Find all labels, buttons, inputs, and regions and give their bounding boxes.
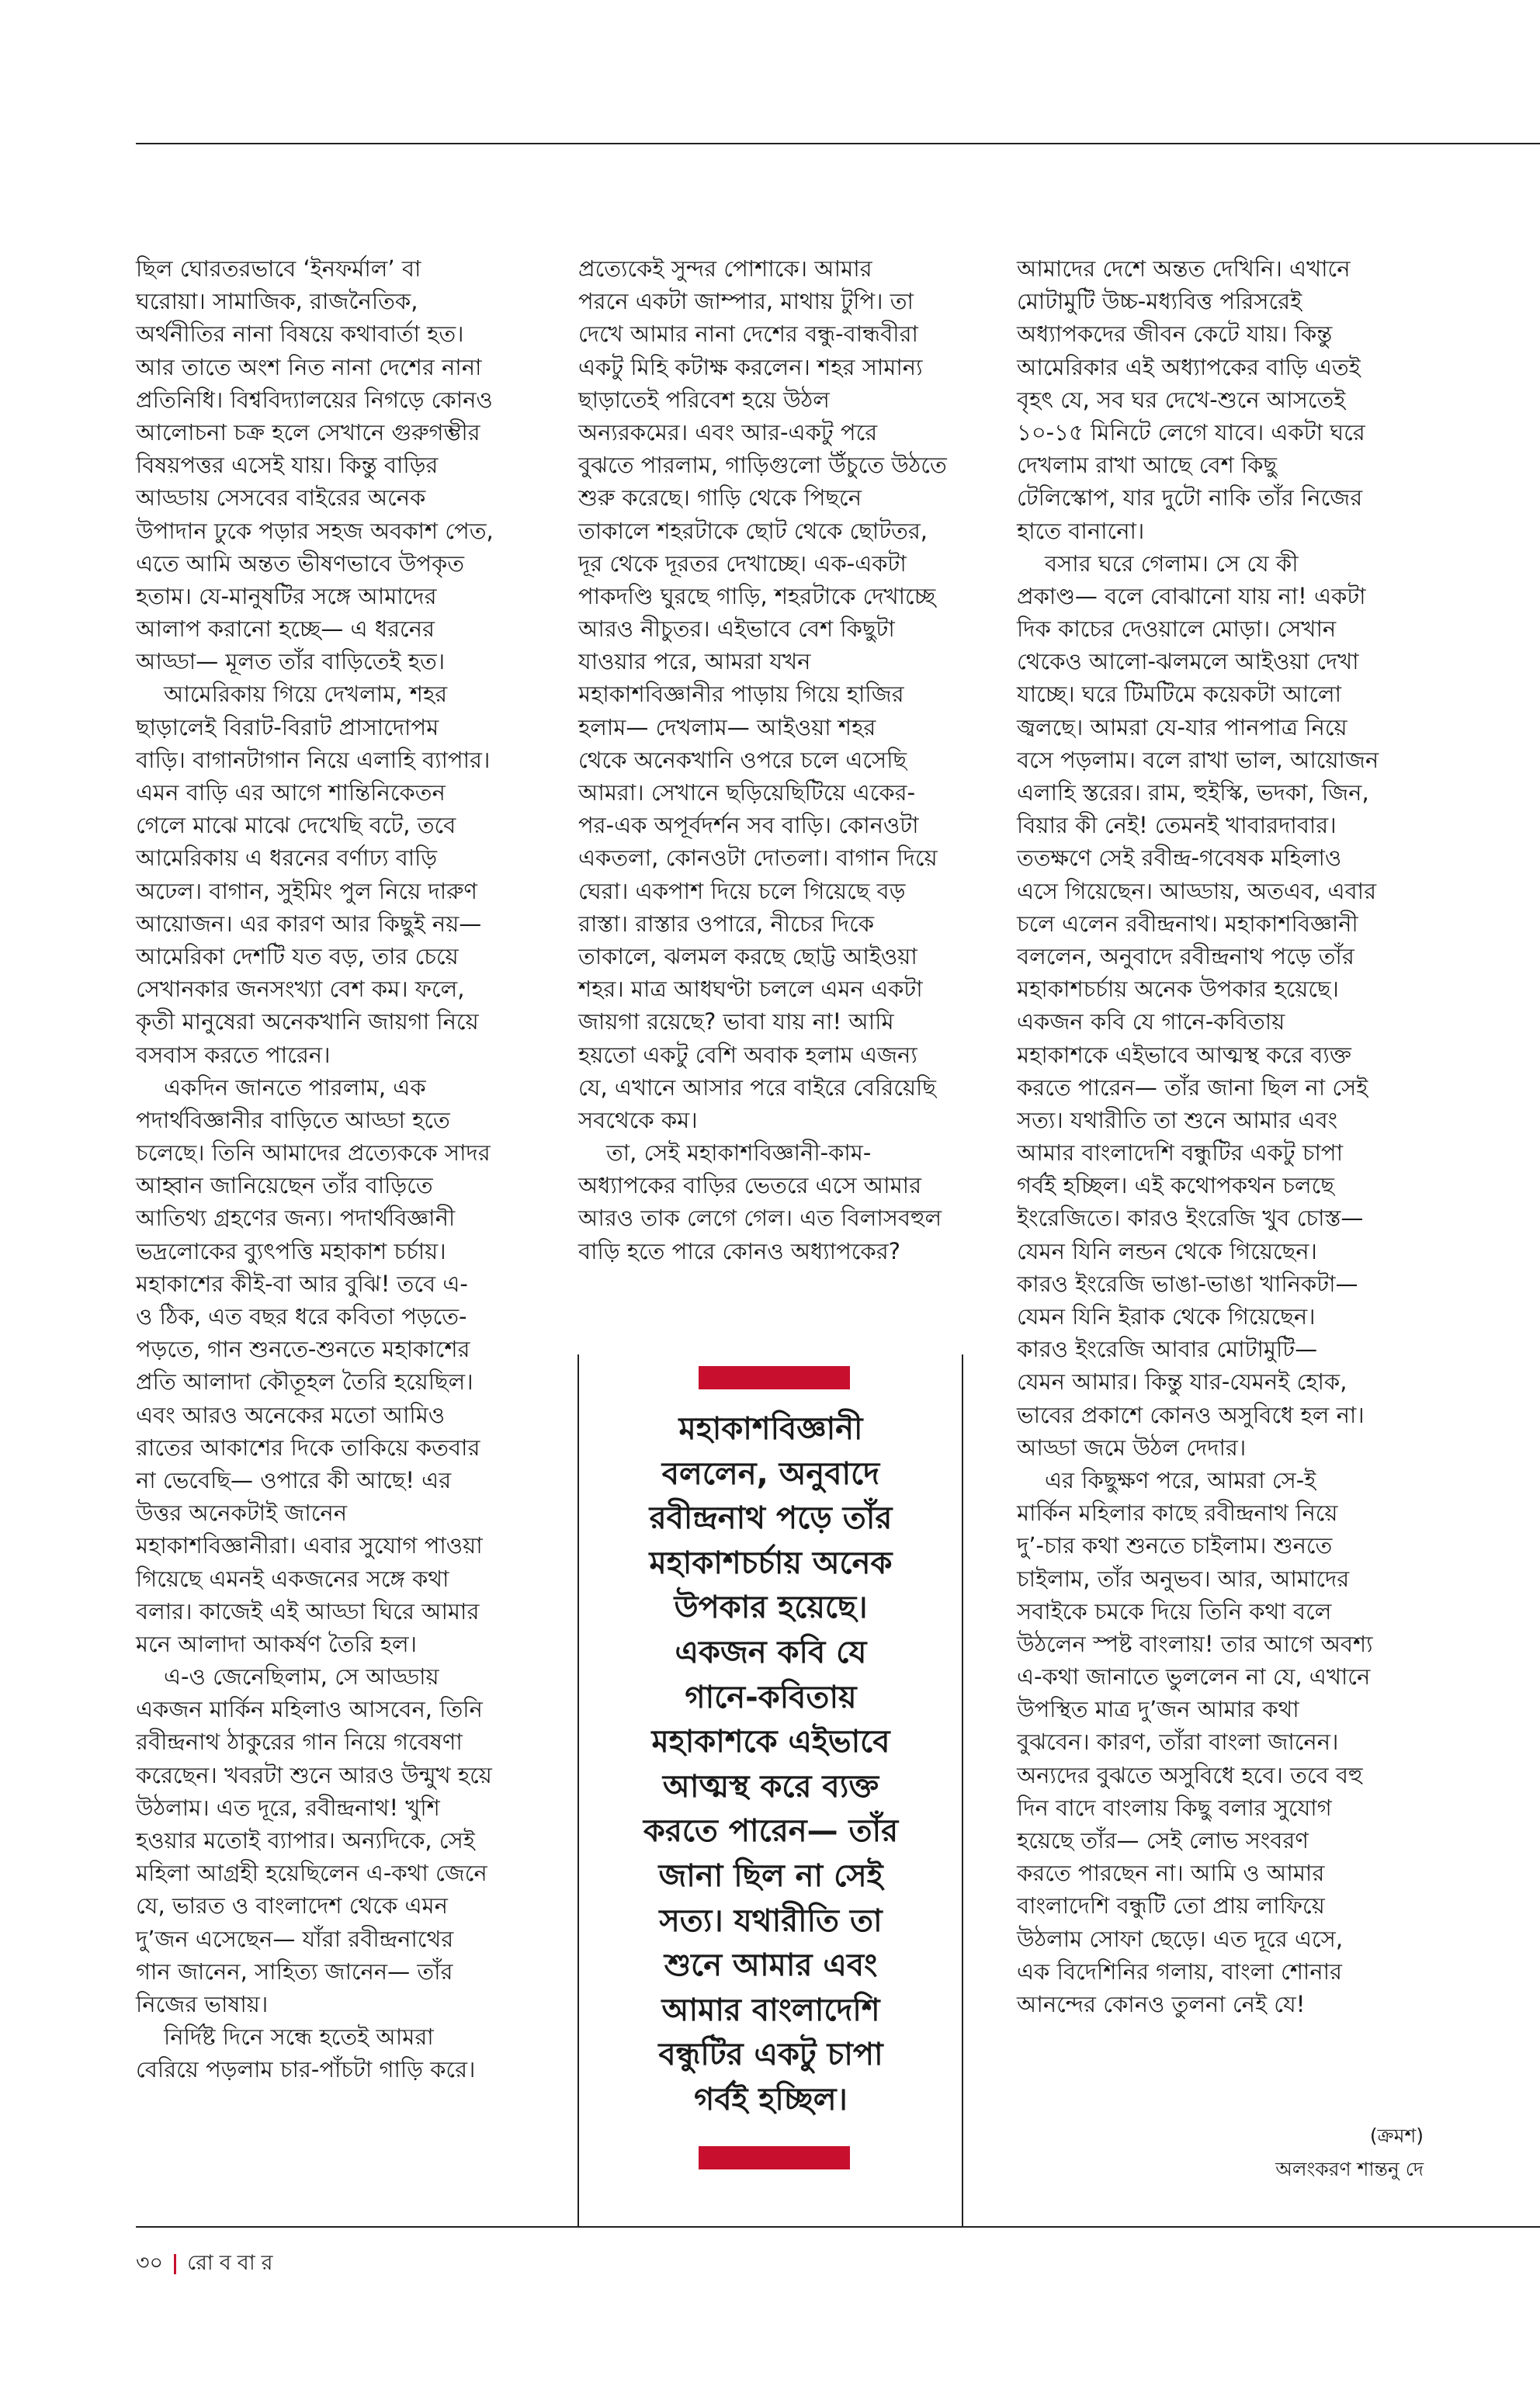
- text-line: করতে পারছেন না। আমি ও আমার: [1017, 1860, 1325, 1887]
- text-line: থেকে অনেকখানি ওপরে চলে এসেছি: [578, 746, 907, 773]
- text-line: দিক কাচের দেওয়ালে মোড়া। সেখান: [1017, 616, 1337, 643]
- text-line: বিষয়পত্তর এসেই যায়। কিন্তু বাড়ির: [136, 452, 439, 479]
- pull-quote: [581, 1354, 961, 2228]
- text-line: করতে পারেন— তাঁর জানা ছিল না সেই: [1017, 1073, 1368, 1101]
- text-line: আরও নীচুতর। এইভাবে বেশ কিছুটা: [578, 616, 895, 643]
- continued-label: (ক্রমশ): [1369, 2124, 1424, 2147]
- text-line: মনে আলাদা আকর্ষণ তৈরি হল।: [136, 1630, 418, 1657]
- text-line: এ-ও জেনেছিলাম, সে আড্ডায়: [164, 1663, 439, 1691]
- text-line: আমেরিকা দেশটি যত বড়, তার চেয়ে: [136, 942, 459, 969]
- pull-quote-line: মহাকাশকে এইভাবে: [651, 1724, 890, 1760]
- text-line: আমেরিকায় গিয়ে দেখলাম, শহর: [164, 681, 448, 708]
- text-line: পাকদণ্ডি ঘুরছে গাড়ি, শহরটাকে দেখাচ্ছে: [578, 582, 936, 609]
- text-line: উঠলাম সোফা ছেড়ে। এত দূরে এসে,: [1017, 1925, 1344, 1952]
- text-line: বললেন, অনুবাদে রবীন্দ্রনাথ পড়ে তাঁর: [1017, 942, 1354, 969]
- page-number: ৩০: [136, 2251, 164, 2275]
- text-line: আমেরিকায় এ ধরনের বর্ণাঢ্য বাড়ি: [136, 844, 438, 872]
- text-line: ভদ্রলোকের ব্যুৎপত্তি মহাকাশ চর্চায়।: [136, 1237, 446, 1264]
- text-line: না ভেবেছি— ওপারে কী আছে! এর: [136, 1466, 452, 1493]
- text-line: শুরু করেছে। গাড়ি থেকে পিছনে: [578, 484, 862, 512]
- text-line: মহাকাশকে এইভাবে আত্মস্থ করে ব্যক্ত: [1017, 1041, 1351, 1068]
- text-line: যেমন যিনি ইরাক থেকে গিয়েছেন।: [1017, 1303, 1316, 1330]
- magazine-name: রোববার: [187, 2251, 279, 2275]
- text-line: এবং আরও অনেকের মতো আমিও: [136, 1401, 446, 1428]
- text-line: হয়েছে তাঁর— সেই লোভ সংবরণ: [1017, 1827, 1309, 1854]
- text-line: চলেছে। তিনি আমাদের প্রত্যেককে সাদর: [136, 1139, 491, 1167]
- text-line: আতিথ্য গ্রহণের জন্য। পদার্থবিজ্ঞানী: [136, 1205, 456, 1232]
- text-line: কৃতী মানুষেরা অনেকখানি জায়গা নিয়ে: [136, 1008, 479, 1035]
- pull-quote-line: সত্য। যথারীতি তা: [659, 1902, 883, 1939]
- text-line: তাকালে, ঝলমল করছে ছোট্ট আইওয়া: [578, 942, 917, 969]
- text-line: একতলা, কোনওটা দোতলা। বাগান দিয়ে: [578, 844, 938, 872]
- text-line: সবাইকে চমকে দিয়ে তিনি কথা বলে: [1017, 1597, 1332, 1625]
- article-column-2: [578, 252, 966, 1268]
- text-line: গিয়েছে এমনই একজনের সঙ্গে কথা: [136, 1565, 449, 1592]
- page-footer: [136, 2247, 279, 2282]
- text-line: একদিন জানতে পারলাম, এক: [164, 1073, 426, 1101]
- illustration-credit: অলংকরণ শান্তনু দে: [1275, 2158, 1424, 2180]
- text-line: মার্কিন মহিলার কাছে রবীন্দ্রনাথ নিয়ে: [1017, 1500, 1338, 1527]
- text-line: এর কিছুক্ষণ পরে, আমরা সে-ই: [1045, 1466, 1316, 1493]
- text-line: চলে এলেন রবীন্দ্রনাথ। মহাকাশবিজ্ঞানী: [1017, 910, 1358, 937]
- pull-quote-text: [581, 1407, 961, 2123]
- text-line: আমেরিকার এই অধ্যাপকের বাড়ি এতই: [1017, 353, 1361, 380]
- column-divider-left: [578, 1354, 579, 2228]
- text-line: জায়গা রয়েছে? ভাবা যায় না! আমি: [578, 1008, 894, 1035]
- text-line: উপাদান ঢুকে পড়ার সহজ অবকাশ পেত,: [136, 517, 494, 544]
- text-line: ভাবের প্রকাশে কোনও অসুবিধে হল না।: [1017, 1401, 1365, 1428]
- text-line: চাইলাম, তাঁর অনুভব। আর, আমাদের: [1017, 1565, 1350, 1592]
- text-line: অর্থনীতির নানা বিষয়ে কথাবার্তা হত।: [136, 321, 464, 348]
- pull-quote-line: বললেন, অনুবাদে: [661, 1455, 880, 1492]
- text-line: করেছেন। খবরটা শুনে আরও উন্মুখ হয়ে: [136, 1761, 492, 1788]
- text-line: এলাহি স্তরের। রাম, হুইস্কি, ভদকা, জিন,: [1017, 779, 1369, 806]
- article-column-1: [136, 252, 532, 2086]
- text-line: প্রত্যেকেই সুন্দর পোশাকে। আমার: [578, 255, 872, 282]
- pull-quote-line: মহাকাশবিজ্ঞানী: [678, 1411, 863, 1447]
- top-rule: [136, 143, 1540, 144]
- text-line: ছাড়ালেই বিরাট-বিরাট প্রাসাদোপম: [136, 713, 439, 740]
- text-line: রবীন্দ্রনাথ ঠাকুরের গান নিয়ে গবেষণা: [136, 1729, 463, 1756]
- text-line: একজন কবি যে গানে-কবিতায়: [1017, 1008, 1285, 1035]
- text-line: আর তাতে অংশ নিত নানা দেশের নানা: [136, 353, 482, 380]
- text-line: বৃহৎ যে, সব ঘর দেখে-শুনে আসতেই: [1017, 386, 1346, 413]
- text-line: একটু মিহি কটাক্ষ করলেন। শহর সামান্য: [578, 353, 923, 380]
- text-line: বসবাস করতে পারেন।: [136, 1041, 331, 1068]
- article-column-3: [1017, 252, 1428, 2020]
- text-line: রাতের আকাশের দিকে তাকিয়ে কতবার: [136, 1434, 480, 1461]
- text-line: হলাম— দেখলাম— আইওয়া শহর: [578, 713, 876, 740]
- text-line: যাচ্ছে। ঘরে টিমটিমে কয়েকটা আলো: [1017, 681, 1342, 708]
- text-line: আনন্দের কোনও তুলনা নেই যে!: [1017, 1990, 1306, 2017]
- pull-quote-line: মহাকাশচর্চায় অনেক: [649, 1545, 893, 1581]
- text-line: সেখানকার জনসংখ্যা বেশ কম। ফলে,: [136, 976, 465, 1003]
- text-line: আরও তাক লেগে গেল। এত বিলাসবহুল: [578, 1205, 942, 1232]
- text-line: দু’জন এসেছেন— যাঁরা রবীন্দ্রনাথের: [136, 1925, 454, 1952]
- text-line: পরনে একটা জাম্পার, মাথায় টুপি। তা: [578, 288, 914, 315]
- text-line: সবথেকে কম।: [578, 1106, 698, 1133]
- text-line: দেখে আমার নানা দেশের বন্ধু-বান্ধবীরা: [578, 321, 918, 348]
- text-line: বিয়ার কী নেই! তেমনই খাবারদাবার।: [1017, 812, 1337, 839]
- text-line: সত্য। যথারীতি তা শুনে আমার এবং: [1017, 1106, 1338, 1133]
- text-line: প্রতি আলাদা কৌতূহল তৈরি হয়েছিল।: [136, 1368, 473, 1396]
- text-line: আমাদের দেশে অন্তত দেখিনি। এখানে: [1017, 255, 1351, 282]
- text-line: উঠলাম। এত দূরে, রবীন্দ্রনাথ! খুশি: [136, 1794, 440, 1821]
- text-line: দেখলাম রাখা আছে বেশ কিছু: [1017, 452, 1278, 479]
- pull-quote-line: উপকার হয়েছে।: [674, 1590, 868, 1626]
- text-line: দু’-চার কথা শুনতে চাইলাম। শুনতে: [1017, 1532, 1333, 1559]
- text-line: যে, এখানে আসার পরে বাইরে বেরিয়েছি: [578, 1073, 936, 1101]
- text-line: পড়তে, গান শুনতে-শুনতে মহাকাশের: [136, 1336, 470, 1363]
- text-line: গেলে মাঝে মাঝে দেখেছি বটে, তবে: [136, 812, 456, 839]
- text-line: অন্যরকমের। এবং আর-একটু পরে: [578, 418, 878, 446]
- text-line: তা, সেই মহাকাশবিজ্ঞানী-কাম-: [606, 1139, 872, 1167]
- text-line: দূর থেকে দূরতর দেখাচ্ছে। এক-একটা: [578, 550, 907, 577]
- text-line: হতাম। যে-মানুষটির সঙ্গে আমাদের: [136, 582, 437, 609]
- text-line: উপস্থিত মাত্র দু’জন আমার কথা: [1017, 1696, 1299, 1723]
- text-line: এ-কথা জানাতে ভুললেন না যে, এখানে: [1017, 1663, 1371, 1691]
- pull-quote-line: জানা ছিল না সেই: [658, 1857, 883, 1894]
- text-line: ঘেরা। একপাশ দিয়ে চলে গিয়েছে বড়: [578, 877, 906, 904]
- text-line: হওয়ার মতোই ব্যাপার। অন্যদিকে, সেই: [136, 1827, 475, 1854]
- bottom-rule: [136, 2226, 1540, 2228]
- text-line: অধ্যাপকের বাড়ির ভেতরে এসে আমার: [578, 1172, 922, 1199]
- pull-quote-line: একজন কবি যে: [675, 1634, 867, 1670]
- text-line: বসে পড়লাম। বলে রাখা ভাল, আয়োজন: [1017, 746, 1379, 773]
- text-line: ১০-১৫ মিনিটে লেগে যাবে। একটা ঘরে: [1017, 418, 1365, 446]
- text-line: ইংরেজিতে। কারও ইংরেজি খুব চোস্ত—: [1017, 1205, 1364, 1232]
- text-line: বলার। কাজেই এই আড্ডা ঘিরে আমার: [136, 1597, 480, 1625]
- text-line: এক বিদেশিনির গলায়, বাংলা শোনার: [1017, 1958, 1342, 1985]
- text-line: নির্দিষ্ট দিনে সন্ধে হতেই আমরা: [164, 2024, 434, 2051]
- text-line: মহাকাশবিজ্ঞানীরা। এবার সুযোগ পাওয়া: [136, 1532, 483, 1559]
- text-line: কারও ইংরেজি ভাঙা-ভাঙা খানিকটা—: [1017, 1270, 1358, 1297]
- pull-quote-line: বন্ধুটির একটু চাপা: [658, 2037, 883, 2073]
- text-line: আলাপ করানো হচ্ছে— এ ধরনের: [136, 616, 435, 643]
- text-line: টেলিস্কোপ, যার দুটো নাকি তাঁর নিজের: [1017, 484, 1363, 512]
- text-line: ঘরোয়া। সামাজিক, রাজনৈতিক,: [136, 288, 418, 315]
- text-line: এমন বাড়ি এর আগে শান্তিনিকেতন: [136, 779, 446, 806]
- text-line: তাকালে শহরটাকে ছোট থেকে ছোটতর,: [578, 517, 928, 544]
- text-line: যেমন আমার। কিন্তু যার-যেমনই হোক,: [1017, 1368, 1348, 1396]
- text-line: উঠলেন স্পষ্ট বাংলায়! তার আগে অবশ্য: [1017, 1630, 1373, 1657]
- text-line: মহিলা আগ্রহী হয়েছিলেন এ-কথা জেনে: [136, 1860, 487, 1887]
- text-line: আড্ডা— মূলত তাঁর বাড়িতেই হত।: [136, 648, 446, 675]
- text-line: দিন বাদে বাংলায় কিছু বলার সুযোগ: [1017, 1794, 1332, 1821]
- text-line: হয়তো একটু বেশি অবাক হলাম এজন্য: [578, 1041, 917, 1068]
- text-line: অঢেল। বাগান, সুইমিং পুল নিয়ে দারুণ: [136, 877, 477, 904]
- text-line: বেরিয়ে পড়লাম চার-পাঁচটা গাড়ি করে।: [136, 2056, 476, 2083]
- text-line: মহাকাশচর্চায় অনেক উপকার হয়েছে।: [1017, 976, 1339, 1003]
- text-line: থেকেও আলো-ঝলমলে আইওয়া দেখা: [1017, 648, 1359, 675]
- text-line: আমার বাংলাদেশি বন্ধুটির একটু চাপা: [1017, 1139, 1344, 1167]
- text-line: আলোচনা চক্র হলে সেখানে গুরুগম্ভীর: [136, 418, 480, 446]
- text-line: বসার ঘরে গেলাম। সে যে কী: [1045, 550, 1299, 577]
- text-line: ততক্ষণে সেই রবীন্দ্র-গবেষক মহিলাও: [1017, 844, 1342, 872]
- text-line: অধ্যাপকদের জীবন কেটে যায়। কিন্তু: [1017, 321, 1333, 348]
- text-line: আয়োজন। এর কারণ আর কিছুই নয়—: [136, 910, 482, 937]
- pull-quote-line: করতে পারেন— তাঁর: [643, 1813, 899, 1850]
- text-line: অন্যদের বুঝতে অসুবিধে হবে। তবে বহু: [1017, 1761, 1363, 1788]
- pull-quote-line: শুনে আমার এবং: [664, 1947, 878, 1984]
- text-line: বুঝবেন। কারণ, তাঁরা বাংলা জানেন।: [1017, 1729, 1339, 1756]
- text-line: মোটামুটি উচ্চ-মধ্যবিত্ত পরিসরেই: [1017, 288, 1302, 315]
- pull-quote-line: গানে-কবিতায়: [685, 1679, 857, 1715]
- text-line: গান জানেন, সাহিত্য জানেন— তাঁর: [136, 1958, 453, 1985]
- text-line: আমরা। সেখানে ছড়িয়েছিটিয়ে একের-: [578, 779, 916, 806]
- text-line: পদার্থবিজ্ঞানীর বাড়িতে আড্ডা হতে: [136, 1106, 450, 1133]
- text-line: আড্ডায় সেসবের বাইরের অনেক: [136, 484, 426, 512]
- text-line: প্রকাণ্ড— বলে বোঝানো যায় না! একটা: [1017, 582, 1366, 609]
- text-line: রাস্তা। রাস্তার ওপারে, নীচের দিকে: [578, 910, 875, 937]
- text-line: প্রতিনিধি। বিশ্ববিদ্যালয়ের নিগড়ে কোনও: [136, 386, 493, 413]
- pull-quote-bottom-bar: [699, 2146, 850, 2169]
- text-line: ও ঠিক, এত বছর ধরে কবিতা পড়তে-: [136, 1303, 467, 1330]
- pull-quote-line: আত্মস্থ করে ব্যক্ত: [662, 1768, 879, 1805]
- text-line: পর-এক অপূর্বদর্শন সব বাড়ি। কোনওটা: [578, 812, 919, 839]
- text-line: বাংলাদেশি বন্ধুটি তো প্রায় লাফিয়ে: [1017, 1892, 1325, 1920]
- text-line: জ্বলছে। আমরা যে-যার পানপাত্র নিয়ে: [1017, 713, 1348, 740]
- text-line: আড্ডা জমে উঠল দেদার।: [1017, 1434, 1247, 1461]
- text-line: মহাকাশের কীই-বা আর বুঝি! তবে এ-: [136, 1270, 468, 1297]
- text-line: ছিল ঘোরতরভাবে ‘ইনফর্মাল’ বা: [136, 255, 421, 282]
- column-divider-right: [962, 1354, 963, 2228]
- footer-separator: [174, 2254, 176, 2274]
- text-line: কারও ইংরেজি আবার মোটামুটি—: [1017, 1336, 1318, 1363]
- text-line: শহর। মাত্র আধঘণ্টা চললে এমন একটা: [578, 976, 923, 1003]
- text-line: গর্বই হচ্ছিল। এই কথোপকথন চলছে: [1017, 1172, 1334, 1199]
- text-line: মহাকাশবিজ্ঞানীর পাড়ায় গিয়ে হাজির: [578, 681, 904, 708]
- text-line: যেমন যিনি লন্ডন থেকে গিয়েছেন।: [1017, 1237, 1317, 1264]
- text-line: নিজের ভাষায়।: [136, 1990, 269, 2017]
- text-line: বাড়ি হতে পারে কোনও অধ্যাপকের?: [578, 1237, 901, 1264]
- pull-quote-top-bar: [699, 1366, 850, 1389]
- text-line: বুঝতে পারলাম, গাড়িগুলো উঁচুতে উঠতে: [578, 452, 947, 479]
- pull-quote-line: গর্বই হচ্ছিল।: [694, 2081, 848, 2117]
- text-line: যাওয়ার পরে, আমরা যখন: [578, 648, 811, 675]
- text-line: এতে আমি অন্তত ভীষণভাবে উপকৃত: [136, 550, 464, 577]
- pull-quote-line: রবীন্দ্রনাথ পড়ে তাঁর: [649, 1500, 893, 1537]
- text-line: উত্তর অনেকটাই জানেন: [136, 1500, 348, 1527]
- text-line: এসে গিয়েছেন। আড্ডায়, অতএব, এবার: [1017, 877, 1377, 904]
- pull-quote-line: আমার বাংলাদেশি: [661, 1992, 880, 2028]
- text-line: একজন মার্কিন মহিলাও আসবেন, তিনি: [136, 1696, 483, 1723]
- text-line: হাতে বানানো।: [1017, 517, 1145, 544]
- text-line: আহ্বান জানিয়েছেন তাঁর বাড়িতে: [136, 1172, 433, 1199]
- text-line: বাড়ি। বাগানটাগান নিয়ে এলাহি ব্যাপার।: [136, 746, 491, 773]
- text-line: যে, ভারত ও বাংলাদেশ থেকে এমন: [136, 1892, 448, 1920]
- text-line: ছাড়াতেই পরিবেশ হয়ে উঠল: [578, 386, 830, 413]
